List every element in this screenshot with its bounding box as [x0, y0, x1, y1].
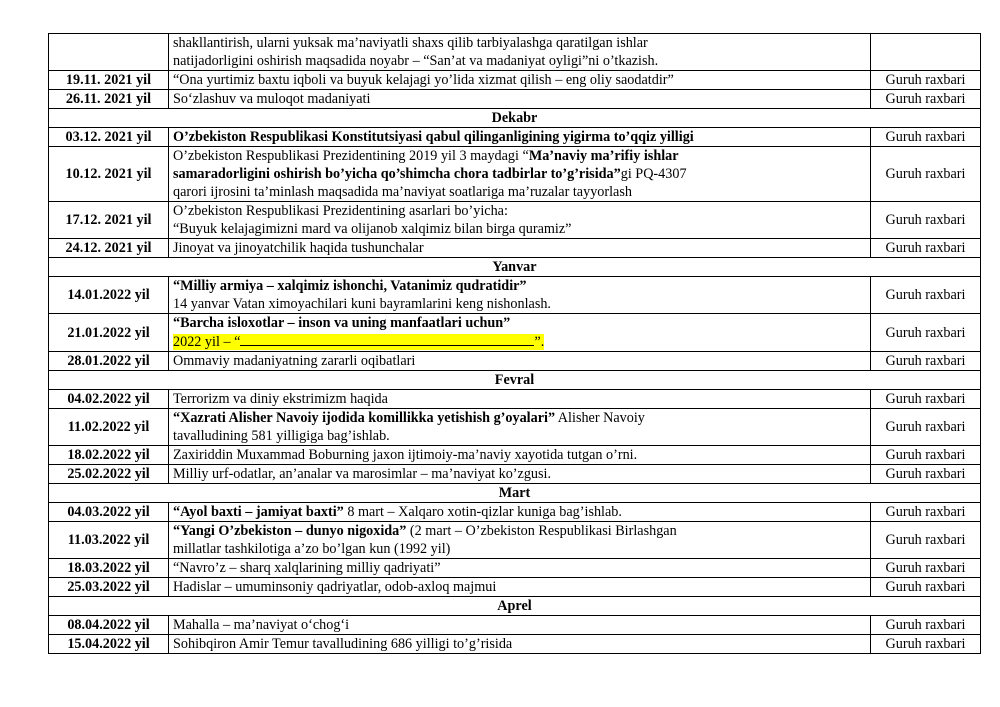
month-header: Dekabr: [49, 109, 981, 128]
topic-cell: So‘zlashuv va muloqot madaniyati: [169, 90, 871, 109]
topic-cell: “Barcha isloxotlar – inson va uning manfaatlari uchun” 2022 yil – “ ”.: [169, 314, 871, 352]
highlighted-year-motto: 2022 yil – “ ”.: [173, 334, 545, 350]
date-cell: 08.04.2022 yil: [49, 616, 169, 635]
topic-cell: O’zbekiston Respublikasi Prezidentining asarlari bo’yicha: “Buyuk kelajagimizni mard va olijanob xalqimiz bilan birga quramiz”: [169, 202, 871, 239]
responsible-cell: Guruh raxbari: [871, 314, 981, 352]
topic-cell: “Ona yurtimiz baxtu iqboli va buyuk kelajagi yo’lida xizmat qilish – eng oliy saodatdir”: [169, 71, 871, 90]
responsible-cell: Guruh raxbari: [871, 390, 981, 409]
table-row: [49, 128, 981, 147]
table-row: [49, 409, 981, 446]
responsible-cell: Guruh raxbari: [871, 71, 981, 90]
table-row: [49, 635, 981, 654]
table-row: [49, 352, 981, 371]
date-cell: [49, 34, 169, 71]
table-row: [49, 239, 981, 258]
responsible-cell: Guruh raxbari: [871, 578, 981, 597]
table-row: [49, 559, 981, 578]
month-header-row: [49, 597, 981, 616]
date-cell: 18.02.2022 yil: [49, 446, 169, 465]
table-row: [49, 578, 981, 597]
table-row: [49, 202, 981, 239]
date-cell: 21.01.2022 yil: [49, 314, 169, 352]
month-header: Aprel: [49, 597, 981, 616]
events-plan-table: [48, 33, 981, 654]
table-row: [49, 277, 981, 314]
responsible-cell: Guruh raxbari: [871, 409, 981, 446]
date-cell: 25.02.2022 yil: [49, 465, 169, 484]
table-row: [49, 314, 981, 352]
table-row: [49, 522, 981, 559]
responsible-cell: Guruh raxbari: [871, 522, 981, 559]
topic-cell: “Yangi O’zbekiston – dunyo nigoxida” (2 mart – O’zbekiston Respublikasi Birlashgan millatlar tashkilotiga a’zo bo’lgan kun (1992 yil): [169, 522, 871, 559]
table-row: [49, 503, 981, 522]
date-cell: 24.12. 2021 yil: [49, 239, 169, 258]
date-cell: 03.12. 2021 yil: [49, 128, 169, 147]
date-cell: 19.11. 2021 yil: [49, 71, 169, 90]
responsible-cell: Guruh raxbari: [871, 446, 981, 465]
topic-cell: Sohibqiron Amir Temur tavalludining 686 yilligi to’g’risida: [169, 635, 871, 654]
topic-cell: Hadislar – umuminsoniy qadriyatlar, odob-axloq majmui: [169, 578, 871, 597]
date-cell: 18.03.2022 yil: [49, 559, 169, 578]
date-cell: 11.03.2022 yil: [49, 522, 169, 559]
month-header-row: [49, 371, 981, 390]
date-cell: 15.04.2022 yil: [49, 635, 169, 654]
responsible-cell: Guruh raxbari: [871, 128, 981, 147]
table-row: [49, 390, 981, 409]
topic-cell: “Ayol baxti – jamiyat baxti” 8 mart – Xalqaro xotin-qizlar kuniga bag’ishlab.: [169, 503, 871, 522]
topic-cell: Terrorizm va diniy ekstrimizm haqida: [169, 390, 871, 409]
responsible-cell: Guruh raxbari: [871, 202, 981, 239]
responsible-cell: Guruh raxbari: [871, 616, 981, 635]
responsible-cell: Guruh raxbari: [871, 90, 981, 109]
table-row: [49, 34, 981, 71]
responsible-cell: [871, 34, 981, 71]
blank-underline: [240, 332, 534, 346]
month-header-row: [49, 258, 981, 277]
date-cell: 11.02.2022 yil: [49, 409, 169, 446]
date-cell: 26.11. 2021 yil: [49, 90, 169, 109]
table-row: [49, 465, 981, 484]
month-header: Fevral: [49, 371, 981, 390]
responsible-cell: Guruh raxbari: [871, 147, 981, 202]
topic-cell: “Xazrati Alisher Navoiy ijodida komillikka yetishish g’oyalari” Alisher Navoiy tavalludining 581 yilligiga bag’ishlab.: [169, 409, 871, 446]
date-cell: 28.01.2022 yil: [49, 352, 169, 371]
date-cell: 10.12. 2021 yil: [49, 147, 169, 202]
month-header: Yanvar: [49, 258, 981, 277]
table-row: [49, 147, 981, 202]
table-row: [49, 446, 981, 465]
date-cell: 14.01.2022 yil: [49, 277, 169, 314]
responsible-cell: Guruh raxbari: [871, 352, 981, 371]
topic-cell: Mahalla – ma’naviyat o‘chog‘i: [169, 616, 871, 635]
topic-cell: “Milliy armiya – xalqimiz ishonchi, Vatanimiz qudratidir” 14 yanvar Vatan ximoyachilari kuni bayramlarini keng nishonlash.: [169, 277, 871, 314]
responsible-cell: Guruh raxbari: [871, 503, 981, 522]
date-cell: 17.12. 2021 yil: [49, 202, 169, 239]
date-cell: 04.03.2022 yil: [49, 503, 169, 522]
topic-cell: Jinoyat va jinoyatchilik haqida tushunchalar: [169, 239, 871, 258]
topic-cell: O’zbekiston Respublikasi Prezidentining 2019 yil 3 maydagi “Ma’naviy ma’rifiy ishlar samaradorligini oshirish bo’yicha qo’shimcha chora tadbirlar to’g’risida”gi PQ-4307 qarori ijrosini ta’minlash maqsadida ma’naviyat soatlariga ma’ruzalar tayyorlash: [169, 147, 871, 202]
month-header: Mart: [49, 484, 981, 503]
topic-cell: “Navro’z – sharq xalqlarining milliy qadriyati”: [169, 559, 871, 578]
topic-cell: shakllantirish, ularni yuksak ma’naviyatli shaxs qilib tarbiyalashga qaratilgan ishlar natijadorligini oshirish maqsadida noyabr – “San’at va madaniyat oyligi”ni o’tkazish.: [169, 34, 871, 71]
table-row: [49, 71, 981, 90]
month-header-row: [49, 484, 981, 503]
responsible-cell: Guruh raxbari: [871, 465, 981, 484]
topic-cell: O’zbekiston Respublikasi Konstitutsiyasi qabul qilinganligining yigirma to’qqiz yilligi: [169, 128, 871, 147]
topic-cell: Ommaviy madaniyatning zararli oqibatlari: [169, 352, 871, 371]
date-cell: 04.02.2022 yil: [49, 390, 169, 409]
table-row: [49, 90, 981, 109]
responsible-cell: Guruh raxbari: [871, 559, 981, 578]
topic-cell: Zaxiriddin Muxammad Boburning jaxon ijtimoiy-ma’naviy xayotida tutgan o’rni.: [169, 446, 871, 465]
responsible-cell: Guruh raxbari: [871, 277, 981, 314]
table-row: [49, 616, 981, 635]
responsible-cell: Guruh raxbari: [871, 635, 981, 654]
topic-cell: Milliy urf-odatlar, an’analar va marosimlar – ma’naviyat ko’zgusi.: [169, 465, 871, 484]
responsible-cell: Guruh raxbari: [871, 239, 981, 258]
month-header-row: [49, 109, 981, 128]
date-cell: 25.03.2022 yil: [49, 578, 169, 597]
